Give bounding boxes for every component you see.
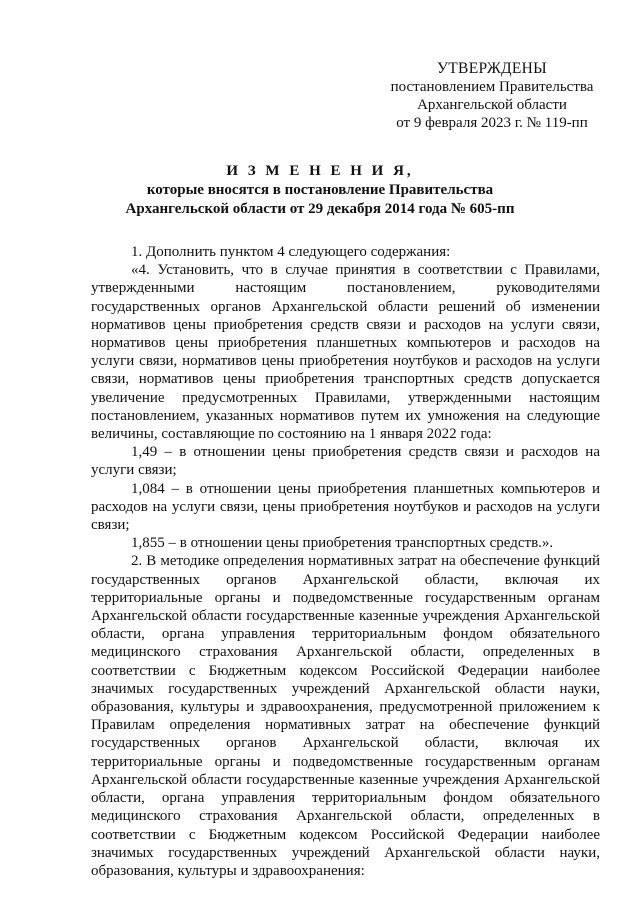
approval-stamp — [372, 60, 612, 132]
approval-line: Архангельской области — [417, 97, 567, 113]
document-body — [91, 243, 600, 880]
approval-line: постановлением Правительства — [390, 79, 594, 95]
paragraph: 1,49 – в отношении цены приобретения средств связи и расходов на услуги связи; — [91, 444, 600, 479]
approval-title: УТВЕРЖДЕНЫ — [437, 60, 547, 77]
document-heading — [60, 162, 580, 219]
document-subtitle: Архангельской области от 29 декабря 2014 года № 605-пп — [125, 201, 515, 217]
document-title: И З М Е Н Е Н И Я, — [226, 163, 414, 179]
document-subtitle: которые вносятся в постановление Правительства — [146, 182, 494, 198]
paragraph: «4. Установить, что в случае принятия в соответствии с Правилами, утвержденными настоящим постановлением, руководителями государственных органов Архангельской области решений об изменении нормативов цены приобретения средств связи и расходов на услуги связи, нормативов цены приобретения планшетных компьютеров и расходов на услуги связи, нормативов цены приобретения ноутбуков и расходов на услуги связи, нормативов цены приобретения транспортных средств допускается увеличение предусмотренных Правилами, утвержденными настоящим постановлением, указанных нормативов путем их умножения на следующие величины, составляющие по состоянию на 1 января 2022 года: — [91, 262, 600, 443]
paragraph: 1,855 – в отношении цены приобретения транспортных средств.». — [131, 535, 554, 552]
paragraph: 1,084 – в отношении цены приобретения планшетных компьютеров и расходов на услуги связи, цены приобретения ноутбуков и расходов на услуги связи; — [91, 480, 600, 534]
paragraph: 2. В методике определения нормативных затрат на обеспечение функций государственных органов Архангельской области, включая их территориальные органы и подведомственные государственным органам Архангельской области государственные казенные учреждения Архангельской области, органа управления территориальным фондом обязательного медицинского страхования Архангельской области, определенных в соответствии с Бюджетным кодексом Российской Федерации наиболее значимых государственных учреждений Архангельской области науки, образования, культуры и здравоохранения, предусмотренной приложением к Правилам определения нормативных затрат на обеспечение функций государственных органов Архангельской области, включая их территориальные органы и подведомственные государственным органам Архангельской области государственные казенные учреждения Архангельской области, органа управления территориальным фондом обязательного медицинского страхования Архангельской области, определенных в соответствии с Бюджетным кодексом Российской Федерации наиболее значимых государственных учреждений Архангельской области науки, образования, культуры и здравоохранения: — [91, 553, 600, 879]
approval-line: от 9 февраля 2023 г. № 119-пп — [396, 115, 588, 131]
paragraph: 1. Дополнить пунктом 4 следующего содержания: — [131, 244, 451, 260]
